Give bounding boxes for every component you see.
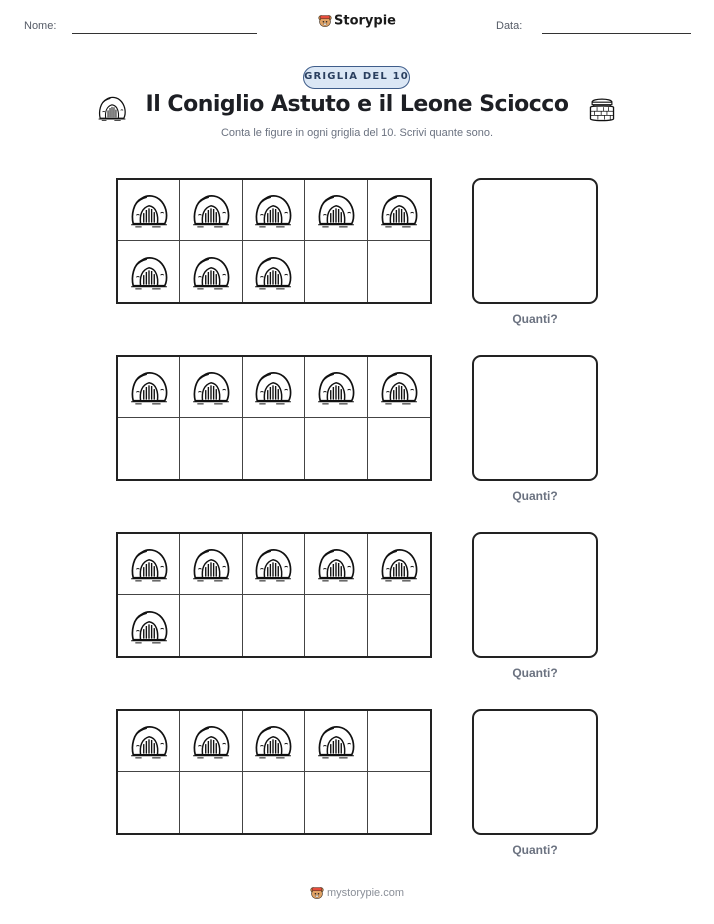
cave-icon — [191, 254, 231, 290]
cave-icon — [316, 192, 356, 228]
ten-frame-cell — [118, 534, 180, 595]
ten-frame-4 — [116, 709, 432, 835]
ten-frame-cell — [118, 772, 180, 833]
cave-icon — [253, 546, 293, 582]
answer-label: Quanti? — [512, 843, 558, 857]
ten-frame-cell — [118, 711, 180, 772]
bear-logo-icon — [318, 13, 332, 29]
cave-icon — [129, 192, 169, 228]
cave-icon — [129, 723, 169, 759]
ten-frame-cell — [368, 772, 430, 833]
ten-frame-cell — [180, 595, 242, 656]
answer-label: Quanti? — [512, 312, 558, 326]
ten-frame-cell — [368, 357, 430, 418]
cave-icon — [191, 369, 231, 405]
name-line[interactable] — [72, 33, 257, 34]
ten-frame-1 — [116, 178, 432, 304]
cave-icon — [316, 369, 356, 405]
ten-frame-cell — [368, 418, 430, 479]
ten-frame-cell — [368, 180, 430, 241]
ten-frame-2 — [116, 355, 432, 481]
answer-label: Quanti? — [512, 666, 558, 680]
ten-frame-cell — [368, 595, 430, 656]
answer-box-3[interactable] — [472, 532, 598, 658]
ten-frame-cell — [243, 418, 305, 479]
cave-icon — [191, 192, 231, 228]
ten-frame-cell — [305, 357, 367, 418]
cave-icon — [379, 546, 419, 582]
instructions: Conta le figure in ogni griglia del 10. Scrivi quante sono. — [220, 127, 494, 139]
cave-icon — [191, 546, 231, 582]
ten-frame-cell — [243, 595, 305, 656]
cave-icon — [129, 608, 169, 644]
ten-frame-cell — [305, 772, 367, 833]
ten-frame-cell — [243, 534, 305, 595]
ten-frame-cell — [180, 711, 242, 772]
cave-icon — [253, 192, 293, 228]
brand — [0, 13, 714, 29]
answer-box-4[interactable] — [472, 709, 598, 835]
ten-frame-cell — [243, 241, 305, 302]
ten-frame-cell — [305, 595, 367, 656]
ten-frame-cell — [368, 241, 430, 302]
ten-frame-cell — [305, 711, 367, 772]
ten-frame-cell — [243, 180, 305, 241]
bear-logo-icon — [310, 885, 324, 901]
ten-frame-cell — [305, 534, 367, 595]
cave-icon — [379, 369, 419, 405]
ten-frame-cell — [118, 357, 180, 418]
ten-frame-cell — [118, 241, 180, 302]
name-label: Nome: — [24, 20, 57, 32]
ten-frame-cell — [180, 772, 242, 833]
cave-icon — [253, 369, 293, 405]
worksheet-badge: GRIGLIA DEL 10 — [303, 66, 410, 89]
cave-icon — [253, 254, 293, 290]
ten-frame-cell — [118, 418, 180, 479]
cave-icon — [316, 723, 356, 759]
ten-frame-cell — [118, 180, 180, 241]
ten-frame-cell — [180, 180, 242, 241]
date-label: Data: — [496, 20, 523, 32]
answer-box-1[interactable] — [472, 178, 598, 304]
ten-frame-cell — [368, 711, 430, 772]
answer-box-2[interactable] — [472, 355, 598, 481]
cave-icon — [191, 723, 231, 759]
answer-label: Quanti? — [512, 489, 558, 503]
ten-frame-cell — [180, 534, 242, 595]
date-line[interactable] — [542, 33, 691, 34]
ten-frame-cell — [368, 534, 430, 595]
well-icon — [587, 94, 617, 122]
ten-frame-cell — [180, 418, 242, 479]
ten-frame-cell — [118, 595, 180, 656]
ten-frame-cell — [180, 241, 242, 302]
ten-frame-cell — [305, 180, 367, 241]
ten-frame-3 — [116, 532, 432, 658]
cave-icon — [129, 546, 169, 582]
ten-frame-cell — [243, 357, 305, 418]
ten-frame-cell — [305, 241, 367, 302]
cave-icon — [379, 192, 419, 228]
brand-name: Storypie — [334, 13, 396, 29]
ten-frame-cell — [243, 711, 305, 772]
ten-frame-cell — [243, 772, 305, 833]
cave-icon — [316, 546, 356, 582]
footer — [0, 885, 714, 901]
ten-frame-cell — [180, 357, 242, 418]
ten-frame-cell — [305, 418, 367, 479]
page-title: Il Coniglio Astuto e il Leone Sciocco — [145, 92, 569, 117]
cave-icon — [253, 723, 293, 759]
cave-icon — [129, 369, 169, 405]
footer-url: mystorypie.com — [326, 886, 405, 899]
cave-icon — [129, 254, 169, 290]
